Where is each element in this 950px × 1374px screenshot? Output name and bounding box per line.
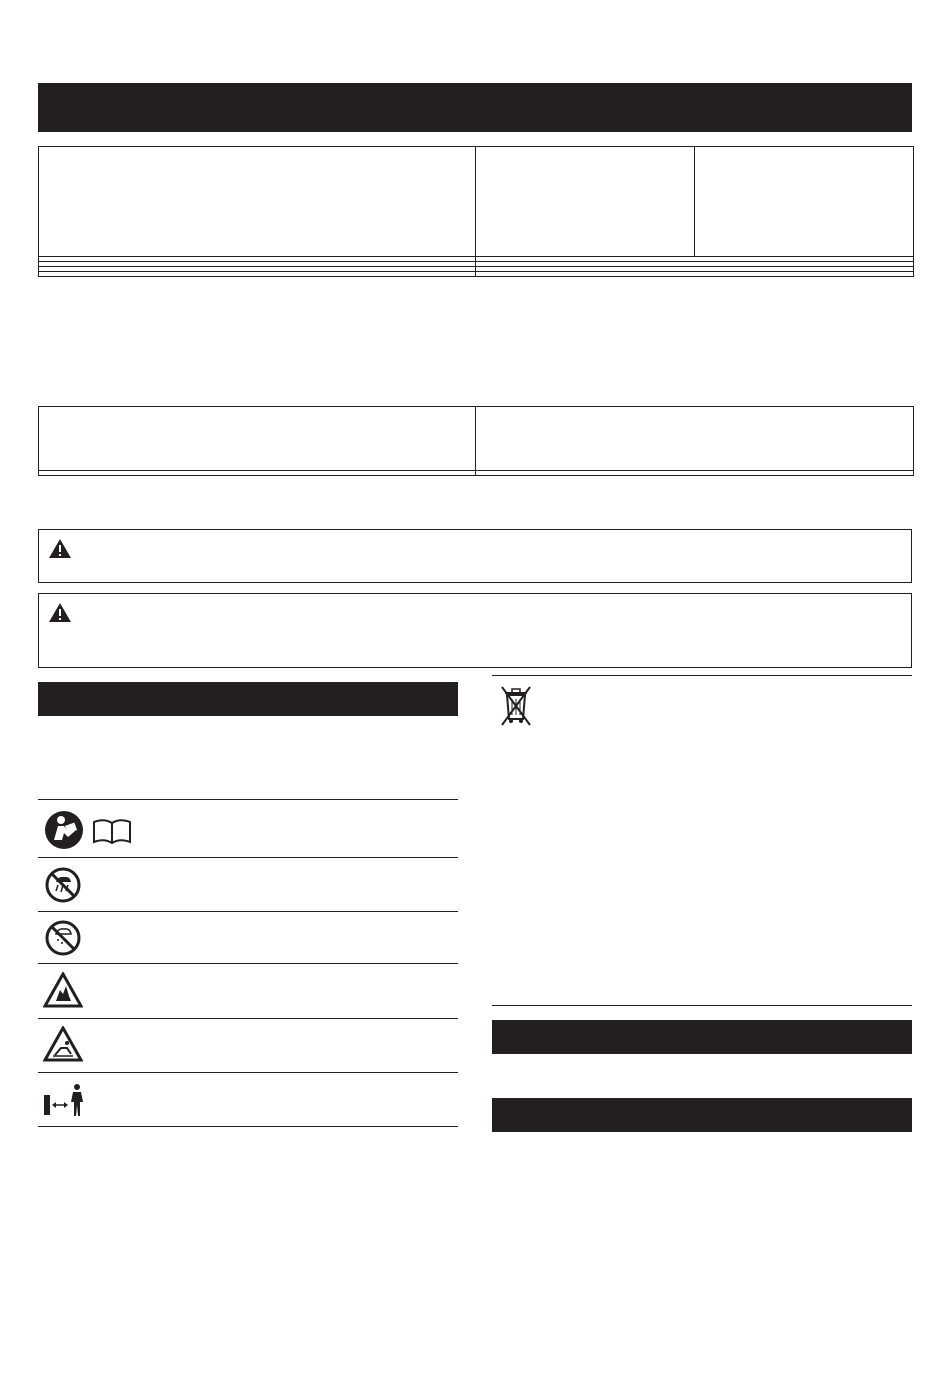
table-cell	[476, 407, 914, 471]
disposal-top-rule	[492, 675, 912, 676]
warning-box	[38, 529, 912, 583]
table-cell	[39, 147, 476, 257]
spec-table	[38, 146, 914, 277]
section-bar	[492, 1020, 912, 1054]
table-cell	[476, 147, 695, 257]
list-item	[38, 1073, 458, 1127]
table-cell	[39, 407, 476, 471]
no-wet-icon	[44, 919, 82, 957]
table-cell	[39, 471, 476, 476]
list-item	[38, 1019, 458, 1073]
warning-triangle-icon	[49, 539, 71, 558]
warning-box	[38, 593, 912, 668]
symbols-section-bar	[38, 682, 458, 716]
list-item	[38, 912, 458, 964]
hand-cut-hazard-icon	[43, 972, 83, 1008]
table-row	[39, 407, 914, 471]
table-row	[39, 147, 914, 257]
list-item	[38, 800, 458, 858]
no-rain-icon	[44, 866, 82, 904]
list-item	[38, 858, 458, 912]
keep-distance-icon	[43, 1083, 93, 1117]
slip-hazard-icon	[43, 1026, 83, 1062]
page-header-bar	[38, 83, 912, 132]
table-row	[39, 272, 914, 277]
second-table	[38, 406, 914, 476]
disposal-bottom-rule	[492, 1005, 912, 1006]
table-cell	[476, 272, 914, 277]
table-cell	[695, 147, 914, 257]
table-cell	[39, 272, 476, 277]
section-bar	[492, 1098, 912, 1132]
table-cell	[476, 471, 914, 476]
table-row	[39, 471, 914, 476]
list-item	[38, 964, 458, 1019]
warning-triangle-icon	[49, 603, 71, 622]
crossed-bin-icon	[499, 685, 533, 727]
read-manual-icon	[44, 810, 134, 850]
